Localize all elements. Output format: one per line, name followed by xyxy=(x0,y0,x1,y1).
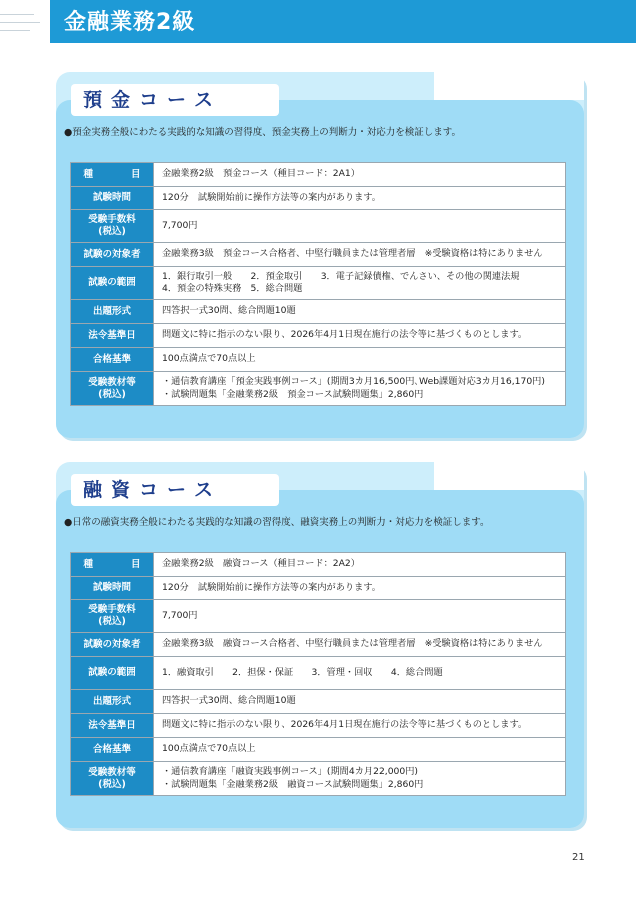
row-value: 四答択一式30問、総合問題10題 xyxy=(154,300,566,324)
row-label: 合格基準 xyxy=(71,348,154,372)
table-row xyxy=(71,690,566,714)
row-label: 試験時間 xyxy=(71,187,154,210)
row-label: 法令基準日 xyxy=(71,714,154,738)
table-row xyxy=(71,187,566,210)
table-row xyxy=(71,324,566,348)
table-row xyxy=(71,553,566,577)
course-title: 預金コース xyxy=(71,84,279,116)
row-value: 問題文に特に指示のない限り、2026年4月1日現在施行の法令等に基づくものとします。 xyxy=(154,324,566,348)
page-number: 21 xyxy=(572,852,585,863)
deposit-course-section xyxy=(56,72,584,438)
table-row xyxy=(71,738,566,762)
course-title: 融資コース xyxy=(71,474,279,506)
table-row xyxy=(71,372,566,406)
row-label: 種 目 xyxy=(71,553,154,577)
row-label: 法令基準日 xyxy=(71,324,154,348)
row-value: 100点満点で70点以上 xyxy=(154,348,566,372)
table-row xyxy=(71,163,566,187)
row-value: 1．融資取引 2．担保・保証 3．管理・回収 4．総合問題 xyxy=(154,657,566,690)
row-label: 試験の範囲 xyxy=(71,267,154,300)
table-row xyxy=(71,657,566,690)
row-value: 問題文に特に指示のない限り、2026年4月1日現在施行の法令等に基づくものとします。 xyxy=(154,714,566,738)
row-label: 受験手数料 (税込) xyxy=(71,210,154,243)
row-value: 1．銀行取引一般 2．預金取引 3．電子記録債権、でんさい、その他の関連法規 4．預金の特殊実務 5．総合問題 xyxy=(154,267,566,300)
page-title: 金融業務2級 xyxy=(64,10,196,35)
table-row xyxy=(71,633,566,657)
row-label: 試験の対象者 xyxy=(71,243,154,267)
row-value: 金融業務3級 預金コース合格者、中堅行職員または管理者層 ※受験資格は特にありません xyxy=(154,243,566,267)
table-row xyxy=(71,762,566,796)
course-lead: ●預金実務全般にわたる実践的な知識の習得度、預金実務上の判断力・対応力を検証します。 xyxy=(64,127,462,138)
row-label: 試験の対象者 xyxy=(71,633,154,657)
table-row xyxy=(71,600,566,633)
row-value: 7,700円 xyxy=(154,210,566,243)
course-lead: ●日常の融資実務全般にわたる実践的な知識の習得度、融資実務上の判断力・対応力を検証します。 xyxy=(64,517,490,528)
row-label: 試験時間 xyxy=(71,577,154,600)
course-info-table xyxy=(70,552,566,796)
table-row xyxy=(71,210,566,243)
row-label: 受験教材等 (税込) xyxy=(71,762,154,796)
row-value: 120分 試験開始前に操作方法等の案内があります。 xyxy=(154,187,566,210)
page-header xyxy=(50,0,636,43)
row-label: 出題形式 xyxy=(71,300,154,324)
table-row xyxy=(71,243,566,267)
table-row xyxy=(71,577,566,600)
table-row xyxy=(71,348,566,372)
row-value: 金融業務3級 融資コース合格者、中堅行職員または管理者層 ※受験資格は特にありません xyxy=(154,633,566,657)
row-value: 120分 試験開始前に操作方法等の案内があります。 xyxy=(154,577,566,600)
row-label: 出題形式 xyxy=(71,690,154,714)
table-row xyxy=(71,267,566,300)
row-label: 試験の範囲 xyxy=(71,657,154,690)
row-label: 合格基準 xyxy=(71,738,154,762)
table-row xyxy=(71,300,566,324)
row-value: 7,700円 xyxy=(154,600,566,633)
row-value: ・通信教育講座「融資実践事例コース」(期間4カ月22,000円) ・試験問題集「金融業務2級 融資コース試験問題集」2,860円 xyxy=(154,762,566,796)
loan-course-section xyxy=(56,462,584,828)
row-label: 受験手数料 (税込) xyxy=(71,600,154,633)
header-decoration xyxy=(0,0,50,43)
row-value: 100点満点で70点以上 xyxy=(154,738,566,762)
row-value: 金融業務2級 融資コース（種目コード：2A2） xyxy=(154,553,566,577)
row-label: 受験教材等 (税込) xyxy=(71,372,154,406)
row-label: 種 目 xyxy=(71,163,154,187)
row-value: 金融業務2級 預金コース（種目コード：2A1） xyxy=(154,163,566,187)
course-info-table xyxy=(70,162,566,406)
row-value: ・通信教育講座「預金実践事例コース」(期間3カ月16,500円､Web課題対応3カ月16,170円) ・試験問題集「金融業務2級 預金コース試験問題集」2,860円 xyxy=(154,372,566,406)
table-row xyxy=(71,714,566,738)
row-value: 四答択一式30問、総合問題10題 xyxy=(154,690,566,714)
